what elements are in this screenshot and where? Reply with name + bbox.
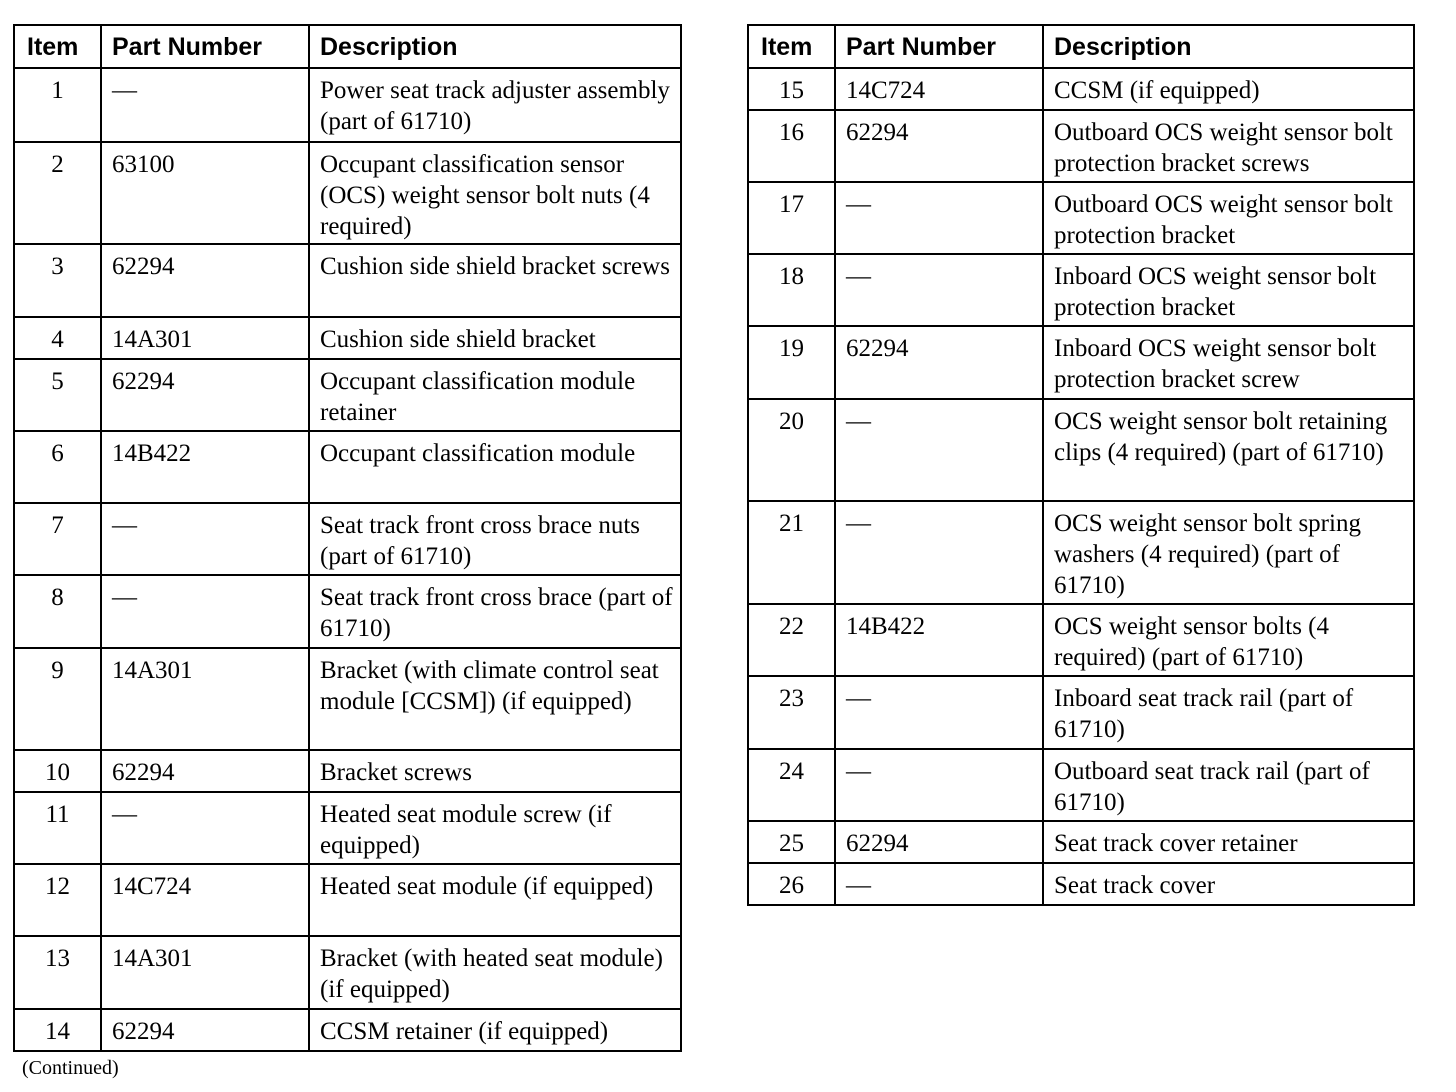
header-description: Description [309, 25, 681, 68]
table-row [14, 68, 681, 142]
item-cell: 9 [14, 648, 101, 750]
part-number-cell: 62294 [101, 750, 309, 792]
table-header-row [748, 25, 1414, 68]
description-cell: Power seat track adjuster assembly (part of 61710) [309, 68, 681, 142]
item-cell: 15 [748, 68, 835, 110]
table-row [14, 864, 681, 936]
part-number-cell: 63100 [101, 142, 309, 244]
part-number-cell: — [835, 863, 1043, 905]
header-item: Item [748, 25, 835, 68]
description-cell: Inboard seat track rail (part of 61710) [1043, 676, 1414, 749]
table-row [748, 399, 1414, 501]
part-number-cell: 14A301 [101, 317, 309, 359]
header-item: Item [14, 25, 101, 68]
description-cell: Cushion side shield bracket [309, 317, 681, 359]
item-cell: 22 [748, 604, 835, 676]
part-number-cell: 14C724 [835, 68, 1043, 110]
part-number-cell: — [101, 792, 309, 864]
description-cell: Outboard OCS weight sensor bolt protection bracket screws [1043, 110, 1414, 182]
table-row [14, 936, 681, 1009]
item-cell: 8 [14, 575, 101, 648]
table-row [14, 575, 681, 648]
part-number-cell: 62294 [835, 326, 1043, 399]
table-row [14, 503, 681, 575]
part-number-cell: 62294 [835, 110, 1043, 182]
part-number-cell: 62294 [101, 244, 309, 317]
table-row [748, 326, 1414, 399]
table-header-row [14, 25, 681, 68]
item-cell: 11 [14, 792, 101, 864]
description-cell: Seat track front cross brace (part of 61710) [309, 575, 681, 648]
table-row [748, 676, 1414, 749]
table-row [748, 604, 1414, 676]
item-cell: 18 [748, 254, 835, 326]
table-row [748, 863, 1414, 905]
description-cell: Seat track cover retainer [1043, 821, 1414, 863]
continued-note: (Continued) [22, 1057, 119, 1079]
description-cell: Seat track cover [1043, 863, 1414, 905]
part-number-cell: — [835, 749, 1043, 821]
table-row [748, 68, 1414, 110]
part-number-cell: 14B422 [835, 604, 1043, 676]
item-cell: 14 [14, 1009, 101, 1051]
item-cell: 4 [14, 317, 101, 359]
item-cell: 17 [748, 182, 835, 254]
table-row [14, 750, 681, 792]
description-cell: Inboard OCS weight sensor bolt protection bracket screw [1043, 326, 1414, 399]
table-row [14, 317, 681, 359]
description-cell: Cushion side shield bracket screws [309, 244, 681, 317]
item-cell: 25 [748, 821, 835, 863]
header-part-number: Part Number [101, 25, 309, 68]
parts-table-right [747, 24, 1415, 906]
description-cell: OCS weight sensor bolt spring washers (4 required) (part of 61710) [1043, 501, 1414, 604]
header-description: Description [1043, 25, 1414, 68]
part-number-cell: — [835, 501, 1043, 604]
description-cell: OCS weight sensor bolt retaining clips (4 required) (part of 61710) [1043, 399, 1414, 501]
part-number-cell: — [835, 182, 1043, 254]
table-row [748, 501, 1414, 604]
description-cell: Bracket screws [309, 750, 681, 792]
table-row [14, 792, 681, 864]
part-number-cell: — [835, 676, 1043, 749]
description-cell: Inboard OCS weight sensor bolt protection bracket [1043, 254, 1414, 326]
item-cell: 24 [748, 749, 835, 821]
part-number-cell: — [835, 254, 1043, 326]
description-cell: Heated seat module (if equipped) [309, 864, 681, 936]
table-row [748, 110, 1414, 182]
table-row [14, 244, 681, 317]
part-number-cell: 14A301 [101, 648, 309, 750]
description-cell: Seat track front cross brace nuts (part of 61710) [309, 503, 681, 575]
table-row [14, 648, 681, 750]
item-cell: 12 [14, 864, 101, 936]
part-number-cell: 14B422 [101, 431, 309, 503]
description-cell: OCS weight sensor bolts (4 required) (part of 61710) [1043, 604, 1414, 676]
table-row [14, 1009, 681, 1051]
table-row [748, 254, 1414, 326]
table-row [14, 431, 681, 503]
item-cell: 19 [748, 326, 835, 399]
part-number-cell: 62294 [101, 359, 309, 431]
item-cell: 13 [14, 936, 101, 1009]
part-number-cell: 14C724 [101, 864, 309, 936]
table-row [14, 359, 681, 431]
description-cell: CCSM retainer (if equipped) [309, 1009, 681, 1051]
item-cell: 10 [14, 750, 101, 792]
item-cell: 2 [14, 142, 101, 244]
description-cell: Outboard seat track rail (part of 61710) [1043, 749, 1414, 821]
item-cell: 7 [14, 503, 101, 575]
part-number-cell: 14A301 [101, 936, 309, 1009]
description-cell: CCSM (if equipped) [1043, 68, 1414, 110]
header-part-number: Part Number [835, 25, 1043, 68]
part-number-cell: 62294 [101, 1009, 309, 1051]
part-number-cell: — [101, 503, 309, 575]
item-cell: 3 [14, 244, 101, 317]
table-row [748, 821, 1414, 863]
item-cell: 23 [748, 676, 835, 749]
part-number-cell: — [101, 575, 309, 648]
item-cell: 21 [748, 501, 835, 604]
item-cell: 1 [14, 68, 101, 142]
part-number-cell: — [835, 399, 1043, 501]
description-cell: Heated seat module screw (if equipped) [309, 792, 681, 864]
item-cell: 26 [748, 863, 835, 905]
item-cell: 16 [748, 110, 835, 182]
table-row [748, 182, 1414, 254]
description-cell: Occupant classification module retainer [309, 359, 681, 431]
description-cell: Bracket (with climate control seat module [CCSM]) (if equipped) [309, 648, 681, 750]
description-cell: Occupant classification sensor (OCS) weight sensor bolt nuts (4 required) [309, 142, 681, 244]
parts-table-left [13, 24, 682, 1052]
description-cell: Outboard OCS weight sensor bolt protection bracket [1043, 182, 1414, 254]
part-number-cell: 62294 [835, 821, 1043, 863]
item-cell: 5 [14, 359, 101, 431]
table-row [14, 142, 681, 244]
table-row [748, 749, 1414, 821]
item-cell: 6 [14, 431, 101, 503]
part-number-cell: — [101, 68, 309, 142]
description-cell: Occupant classification module [309, 431, 681, 503]
description-cell: Bracket (with heated seat module) (if equipped) [309, 936, 681, 1009]
item-cell: 20 [748, 399, 835, 501]
